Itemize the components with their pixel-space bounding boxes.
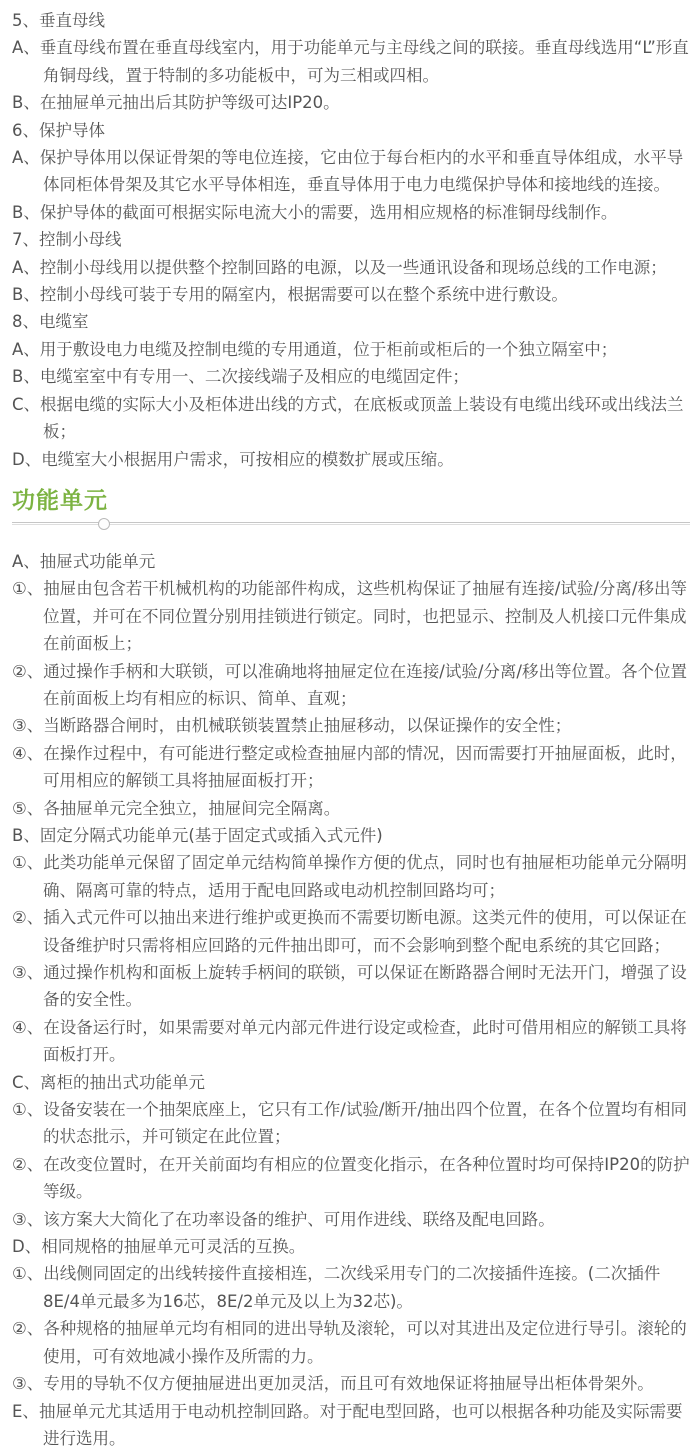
- paragraph-marker: A、: [12, 148, 40, 167]
- functional-unit-section: [12, 486, 692, 525]
- doc-paragraph: [12, 1206, 692, 1233]
- paragraph-marker: 8、: [12, 312, 39, 331]
- doc-paragraph: [12, 363, 692, 390]
- paragraph-text: 专用的导轨不仅方便抽屉进出更加灵活，而且可有效地保证将抽屉导出柜体骨架外。: [43, 1374, 654, 1393]
- doc-paragraph: [12, 281, 692, 308]
- paragraph-marker: A、: [12, 552, 40, 571]
- paragraph-marker: ①、: [12, 1264, 43, 1283]
- doc-paragraph: [12, 1151, 692, 1206]
- paragraph-text: 在改变位置时，在开关前面均有相应的位置变化指示，在各种位置时均可保持IP20的防护等级。: [43, 1155, 690, 1201]
- paragraph-text: 用于敷设电力电缆及控制电缆的专用通道，位于柜前或柜后的一个独立隔室中；: [40, 340, 618, 359]
- doc-paragraph: [12, 7, 692, 34]
- paragraph-marker: B、: [12, 285, 40, 304]
- paragraph-marker: ③、: [12, 1210, 43, 1229]
- paragraph-text: 抽屉式功能单元: [40, 552, 156, 571]
- paragraph-text: 电缆室室中有专用一、二次接线端子及相应的电缆固定件；: [40, 367, 469, 386]
- doc-paragraph: [12, 712, 692, 739]
- doc-paragraph: [12, 199, 692, 226]
- paragraph-text: 通过操作机构和面板上旋转手柄间的联锁，可以保证在断路器合闸时无法开门，增强了设备的安全性。: [43, 963, 687, 1009]
- paragraph-marker: ③、: [12, 716, 43, 735]
- paragraph-marker: ⑤、: [12, 799, 43, 818]
- doc-paragraph: [12, 575, 692, 657]
- paragraph-text: 各抽屉单元完全独立，抽屉间完全隔离。: [43, 799, 340, 818]
- paragraph-text: 设备安装在一个抽架底座上，它只有工作/试验/断开/抽出四个位置，在各个位置均有相同的状态批示，并可锁定在此位置；: [43, 1100, 687, 1146]
- paragraph-marker: ③、: [12, 1374, 43, 1393]
- doc-paragraph: [12, 1096, 692, 1151]
- doc-paragraph: [12, 144, 692, 199]
- paragraph-text: 控制小母线可装于专用的隔室内，根据需要可以在整个系统中进行敷设。: [40, 285, 568, 304]
- doc-paragraph: [12, 391, 692, 446]
- paragraph-marker: C、: [12, 395, 40, 414]
- doc-paragraph: [12, 1233, 692, 1260]
- paragraph-marker: ④、: [12, 744, 43, 763]
- paragraph-marker: ②、: [12, 908, 43, 927]
- doc-paragraph: [12, 1315, 692, 1370]
- paragraph-text: 在操作过程中，有可能进行整定或检查抽屉内部的情况，因而需要打开抽屉面板，此时，可用相应的解锁工具将抽屉面板打开；: [43, 744, 687, 790]
- paragraph-text: 固定分隔式功能单元(基于固定式或插入式元件): [40, 826, 383, 845]
- doc-paragraph: [12, 1398, 692, 1452]
- paragraph-marker: ②、: [12, 1319, 43, 1338]
- paragraph-text: 相同规格的抽屉单元可灵活的互换。: [41, 1237, 305, 1256]
- paragraph-text: 电缆室: [39, 312, 89, 331]
- paragraph-text: 此类功能单元保留了固定单元结构简单操作方便的优点，同时也有抽屉柜功能单元分隔明确、隔离可靠的特点，适用于配电回路或电动机控制回路均可；: [43, 853, 687, 899]
- paragraph-marker: A、: [12, 258, 40, 277]
- doc-paragraph: [12, 959, 692, 1014]
- doc-paragraph: [12, 1069, 692, 1096]
- paragraph-text: 垂直母线: [39, 11, 105, 30]
- doc-paragraph: [12, 117, 692, 144]
- paragraph-text: 出线侧同固定的出线转接件直接相连，二次线采用专门的二次接插件连接。(二次插件8E/4单元最多为16芯，8E/2单元及以上为32芯)。: [43, 1264, 660, 1310]
- paragraph-text: 抽屉由包含若干机械机构的功能部件构成，这些机构保证了抽屉有连接/试验/分离/移出等位置，并可在不同位置分别用挂锁进行锁定。同时，也把显示、控制及人机接口元件集成在前面板上；: [43, 579, 687, 653]
- paragraph-marker: E、: [12, 1402, 39, 1421]
- section-title-functional-unit: 功能单元: [12, 486, 692, 516]
- paragraph-text: 离柜的抽出式功能单元: [40, 1073, 205, 1092]
- paragraph-marker: C、: [12, 1073, 40, 1092]
- doc-paragraph: [12, 308, 692, 335]
- doc-paragraph: [12, 89, 692, 116]
- paragraph-text: 当断路器合闸时，由机械联锁装置禁止抽屉移动，以保证操作的安全性；: [43, 716, 571, 735]
- paragraph-text: 插入式元件可以抽出来进行维护或更换而不需要切断电源。这类元件的使用，可以保证在设备维护时只需将相应回路的元件抽出即可，而不会影响到整个配电系统的其它回路；: [43, 908, 687, 954]
- paragraph-marker: ①、: [12, 853, 43, 872]
- doc-paragraph: [12, 904, 692, 959]
- doc-paragraph: [12, 849, 692, 904]
- paragraph-text: 在设备运行时，如果需要对单元内部元件进行设定或检查，此时可借用相应的解锁工具将面板打开。: [43, 1018, 687, 1064]
- paragraph-marker: ①、: [12, 579, 43, 598]
- paragraph-marker: B、: [12, 93, 40, 112]
- paragraph-text: 保护导体用以保证骨架的等电位连接，它由位于每台柜内的水平和垂直导体组成，水平导体同柜体骨架及其它水平导体相连，垂直导体用于电力电缆保护导体和接地线的连接。: [40, 148, 684, 194]
- doc-paragraph: [12, 1260, 692, 1315]
- doc-paragraph: [12, 658, 692, 713]
- paragraph-marker: ④、: [12, 1018, 43, 1037]
- paragraph-marker: ②、: [12, 662, 43, 681]
- paragraph-marker: ③、: [12, 963, 43, 982]
- paragraph-text: 在抽屉单元抽出后其防护等级可达IP20。: [40, 93, 340, 112]
- doc-paragraph: [12, 336, 692, 363]
- paragraph-text: 抽屉单元尤其适用于电动机控制回路。对于配电型回路，也可以根据各种功能及实际需要进行选用。: [39, 1402, 683, 1448]
- paragraph-marker: B、: [12, 826, 40, 845]
- divider-circle-ornament: [98, 518, 110, 530]
- paragraph-marker: 7、: [12, 230, 39, 249]
- paragraph-text: 根据电缆的实际大小及柜体进出线的方式，在底板或顶盖上装设有电缆出线环或出线法兰板；: [40, 395, 684, 441]
- doc-paragraph: [12, 740, 692, 795]
- doc-paragraph: [12, 822, 692, 849]
- paragraph-text: 控制小母线用以提供整个控制回路的电源，以及一些通讯设备和现场总线的工作电源；: [40, 258, 667, 277]
- doc-paragraph: [12, 795, 692, 822]
- doc-paragraph: [12, 446, 692, 473]
- doc-paragraph: [12, 1370, 692, 1397]
- section-divider-line: [12, 522, 690, 525]
- paragraph-text: 垂直母线布置在垂直母线室内，用于功能单元与主母线之间的联接。垂直母线选用“L”形直角铜母线，置于特制的多功能板中，可为三相或四相。: [40, 38, 689, 84]
- paragraph-marker: B、: [12, 203, 40, 222]
- paragraph-text: 该方案大大简化了在功率设备的维护、可用作进线、联络及配电回路。: [43, 1210, 555, 1229]
- paragraph-text: 保护导体的截面可根据实际电流大小的需要，选用相应规格的标准铜母线制作。: [40, 203, 618, 222]
- doc-paragraph: [12, 226, 692, 253]
- busbar-cable-sections-list: [12, 7, 692, 473]
- doc-paragraph: [12, 548, 692, 575]
- paragraph-text: 各种规格的抽屉单元均有相同的进出导轨及滚轮，可以对其进出及定位进行导引。滚轮的使用，可有效地减小操作及所需的力。: [43, 1319, 687, 1365]
- doc-paragraph: [12, 254, 692, 281]
- paragraph-text: 控制小母线: [39, 230, 122, 249]
- doc-paragraph: [12, 34, 692, 89]
- paragraph-marker: ②、: [12, 1155, 43, 1174]
- paragraph-marker: A、: [12, 38, 40, 57]
- paragraph-text: 保护导体: [39, 121, 105, 140]
- functional-unit-details-list: [12, 548, 692, 1452]
- paragraph-marker: D、: [12, 1237, 41, 1256]
- paragraph-marker: ①、: [12, 1100, 43, 1119]
- doc-paragraph: [12, 1014, 692, 1069]
- paragraph-marker: D、: [12, 450, 41, 469]
- paragraph-marker: 5、: [12, 11, 39, 30]
- paragraph-marker: 6、: [12, 121, 39, 140]
- paragraph-marker: B、: [12, 367, 40, 386]
- paragraph-text: 通过操作手柄和大联锁，可以准确地将抽屉定位在连接/试验/分离/移出等位置。各个位置在前面板上均有相应的标识、简单、直观；: [43, 662, 687, 708]
- paragraph-text: 电缆室大小根据用户需求，可按相应的模数扩展或压缩。: [41, 450, 454, 469]
- paragraph-marker: A、: [12, 340, 40, 359]
